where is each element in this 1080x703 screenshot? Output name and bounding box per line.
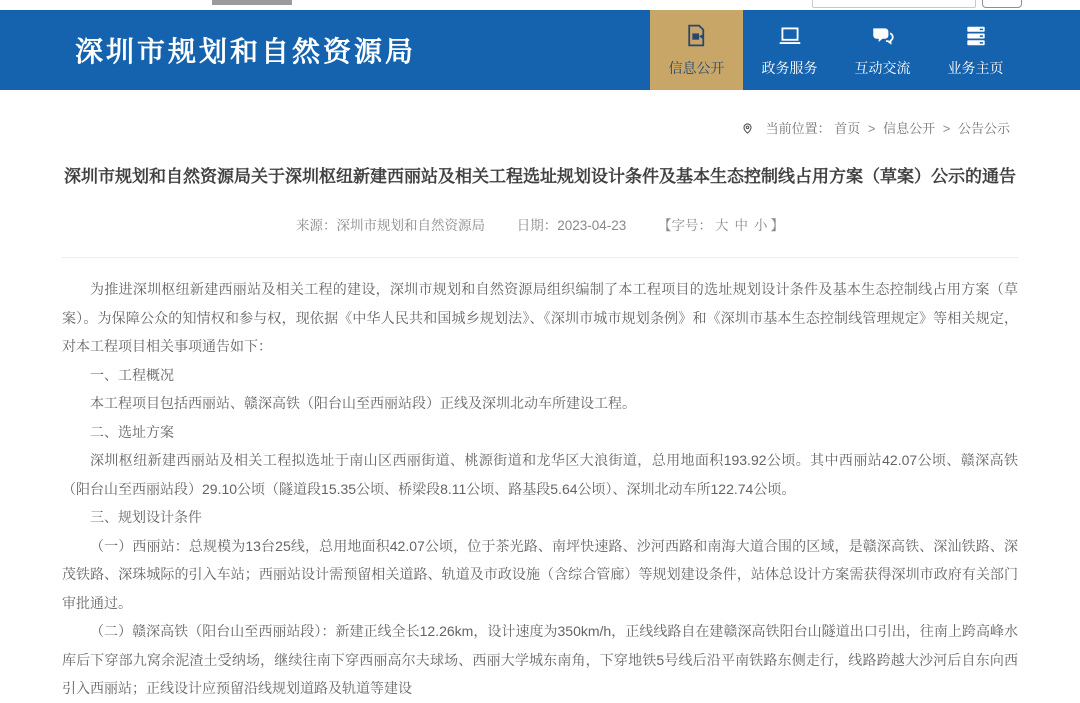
search-input[interactable] (812, 0, 976, 8)
server-stack-icon (963, 23, 989, 49)
article-meta (0, 214, 1080, 234)
page-title: 深圳市规划和自然资源局关于深圳枢纽新建西丽站及相关工程选址规划设计条件及基本生态控制线占用方案（草案）公示的通告 (64, 167, 1016, 186)
nav-item-label: 信息公开 (668, 59, 725, 76)
nav-item-gov-services[interactable] (743, 10, 836, 90)
header-nav (650, 10, 1022, 90)
breadcrumb-label: 当前位置： (765, 121, 831, 136)
site-title: 深圳市规划和自然资源局 (75, 37, 417, 68)
source-label: 来源： (295, 218, 337, 233)
paragraph: （一）西丽站：总规模为13台25线，总用地面积42.07公顷，位于茶光路、南坪快速路、沙河西路和南海大道合围的区域，是赣深高铁、深汕铁路、深茂铁路、深珠城际的引入车站；西丽站设计需预留相关道路、轨道及市政设施（含综合管廊）等规划建设条件，站体总设计方案需获得深圳市政府有关部门审批通过。 (62, 537, 1018, 611)
location-pin-icon (741, 123, 758, 138)
nav-item-label: 政务服务 (761, 59, 818, 76)
breadcrumb (0, 118, 1080, 138)
fontsize-suffix: 】 (770, 218, 785, 233)
article-source (296, 218, 485, 233)
nav-item-label: 互动交流 (854, 59, 911, 76)
date-label: 日期： (516, 218, 558, 233)
top-strip (0, 0, 1080, 10)
breadcrumb-home-link[interactable]: 首页 (834, 121, 861, 136)
fontsize-medium-button[interactable]: 中 (734, 218, 749, 233)
nav-item-business-home[interactable] (929, 10, 1022, 90)
paragraph: 为推进深圳枢纽新建西丽站及相关工程的建设，深圳市规划和自然资源局组织编制了本工程项目的选址规划设计条件及基本生态控制线占用方案（草案）。为保障公众的知情权和参与权，现依据《中华人民共和国城乡规划法》、《深圳市城市规划条例》和《深圳市基本生态控制线管理规定》等相关规定，对本工程项目相关事项通告如下： (62, 281, 1018, 354)
breadcrumb-separator: > (942, 121, 951, 136)
date-value: 2023-04-23 (557, 218, 627, 233)
breadcrumb-notices-link[interactable]: 公告公示 (957, 121, 1010, 136)
paragraph-section-2-heading: 二、选址方案 (90, 423, 174, 440)
nav-item-interaction[interactable] (836, 10, 929, 90)
nav-item-info-disclosure[interactable] (650, 10, 743, 90)
laptop-icon (777, 23, 803, 49)
breadcrumb-separator: > (867, 121, 876, 136)
breadcrumb-info-disclosure-link[interactable]: 信息公开 (883, 121, 936, 136)
fontsize-widget (658, 218, 784, 233)
site-logo-fragment (212, 0, 292, 5)
fontsize-label: 【字号： (658, 218, 713, 233)
fontsize-small-button[interactable]: 小 (754, 218, 768, 233)
paragraph-section-3-heading: 三、规划设计条件 (90, 509, 202, 525)
article-date (517, 218, 627, 233)
paragraph: （二）赣深高铁（阳台山至西丽站段）：新建正线全长12.26km，设计速度为350km/h，正线线路自在建赣深高铁阳台山隧道出口引出，往南上跨高峰水库后下穿部九窝余泥渣土受纳场，继续往南下穿西丽高尔夫球场、西丽大学城东南角，下穿地铁5号线后沿平南铁路东侧走行，线路跨越大沙河后自东向西引入西丽站；正线设计应预留沿线规划道路及轨道等建设 (62, 623, 1018, 696)
fontsize-large-button[interactable]: 大 (715, 218, 729, 233)
paragraph: 本工程项目包括西丽站、赣深高铁（阳台山至西丽站段）正线及深圳北动车所建设工程。 (90, 395, 636, 411)
nav-item-label: 业务主页 (947, 59, 1004, 76)
source-value: 深圳市规划和自然资源局 (336, 218, 485, 233)
chat-bubbles-icon (870, 23, 896, 49)
document-announcement-icon (684, 23, 709, 49)
article-body (62, 275, 1018, 703)
content-divider (62, 257, 1018, 258)
paragraph-section-1-heading: 一、工程概况 (90, 366, 174, 383)
paragraph: 深圳枢纽新建西丽站及相关工程拟选址于南山区西丽街道、桃源街道和龙华区大浪街道，总用地面积193.92公顷。其中西丽站42.07公顷、赣深高铁（阳台山至西丽站段）29.10公顷（隧道段15.35公顷、桥梁段8.11公顷、路基段5.64公顷）、深圳北动车所122.74公顷。 (62, 452, 1018, 497)
search-button[interactable] (982, 0, 1022, 8)
site-header (0, 10, 1080, 90)
search-icon (993, 0, 1011, 7)
